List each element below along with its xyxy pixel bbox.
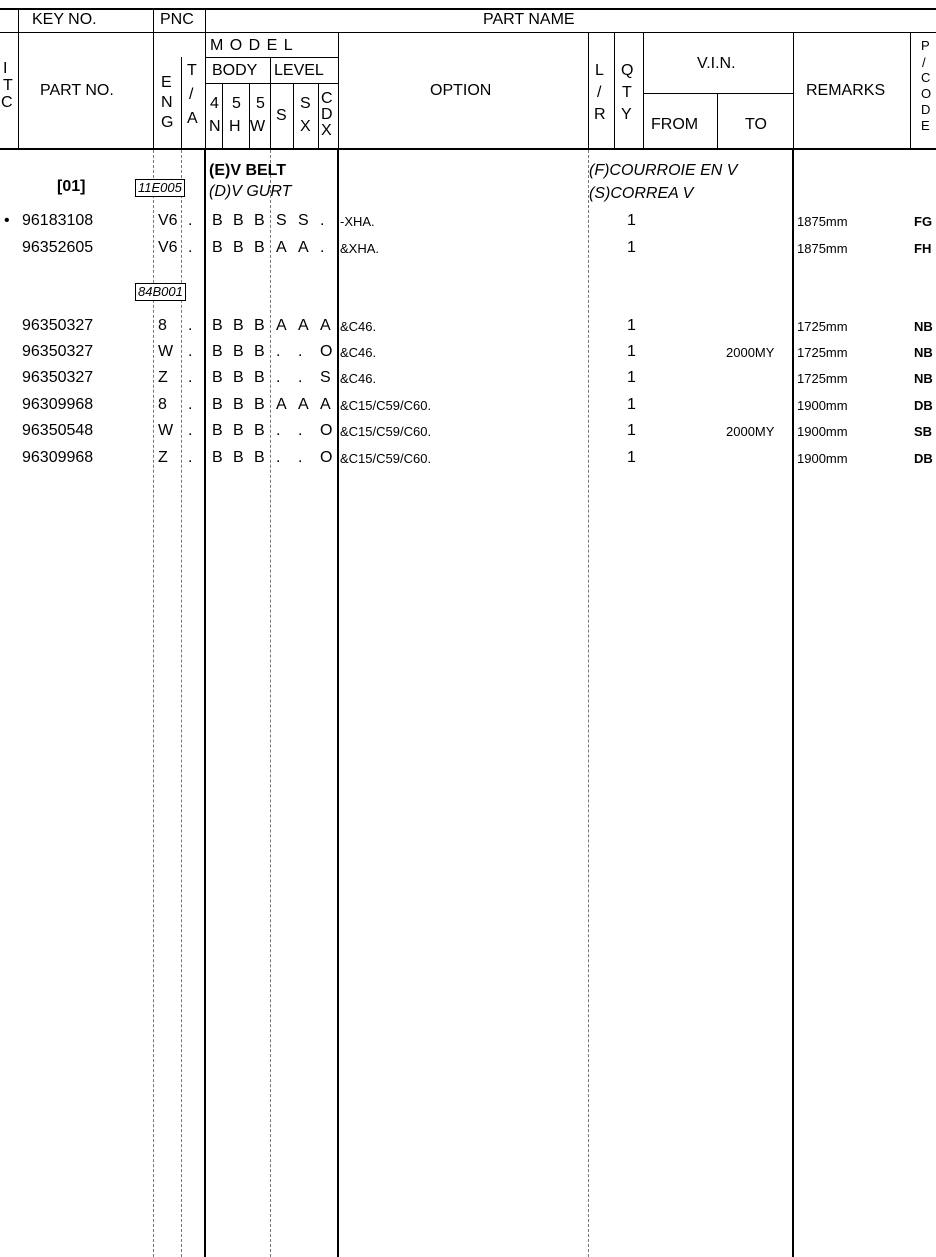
col-divider xyxy=(205,9,206,149)
cell-b3: B xyxy=(254,317,265,334)
pnc-header: PNC xyxy=(160,11,194,28)
level-cdx-label: D xyxy=(321,106,333,123)
ta-letter: T xyxy=(187,62,197,79)
level-cdx-label: C xyxy=(321,90,333,107)
part-name-spanish: (S)CORREA V xyxy=(589,185,694,202)
cell-code: SB xyxy=(914,424,933,439)
pcode-letter: / xyxy=(922,55,926,70)
cell-b2: B xyxy=(233,343,244,360)
pcode-letter: P xyxy=(921,38,930,53)
cell-b2: B xyxy=(233,449,244,466)
part-no-header: PART NO. xyxy=(40,82,114,99)
col-divider xyxy=(717,93,718,149)
cell-ta: . xyxy=(188,343,193,360)
cell-l3: A xyxy=(320,396,331,413)
body-divider xyxy=(588,150,589,1257)
cell-qty: 1 xyxy=(627,343,636,360)
vin-to-header: TO xyxy=(745,116,767,133)
col-divider xyxy=(249,83,250,149)
qty-letter: T xyxy=(622,84,632,101)
cell-b1: B xyxy=(212,343,223,360)
cell-eng: 8 xyxy=(158,396,167,413)
body-col-label: 5 xyxy=(256,95,265,112)
pcode-letter: O xyxy=(921,86,932,101)
cell-b3: B xyxy=(254,343,265,360)
cell-l2: A xyxy=(298,396,309,413)
remarks-header: REMARKS xyxy=(806,82,886,99)
cell-code: FG xyxy=(914,214,933,229)
cell-option: &C15/C59/C60. xyxy=(340,398,432,413)
col-divider xyxy=(643,33,644,149)
cell-b2: B xyxy=(233,422,244,439)
cell-remarks: 1725mm xyxy=(797,319,848,334)
level-s-label: S xyxy=(276,107,287,124)
cell-remarks: 1900mm xyxy=(797,451,848,466)
cell-b3: B xyxy=(254,396,265,413)
cell-ta: . xyxy=(188,317,193,334)
cell-l2: . xyxy=(298,422,303,439)
ta-letter: A xyxy=(187,110,198,127)
cell-b1: B xyxy=(212,422,223,439)
cell-l1: . xyxy=(276,449,281,466)
col-divider xyxy=(793,33,794,149)
pcode-letter: E xyxy=(921,118,930,133)
eng-letter: E xyxy=(161,74,172,91)
cell-l3: S xyxy=(320,369,331,386)
body-col-label: W xyxy=(250,118,266,135)
cell-remarks: 1875mm xyxy=(797,241,848,256)
header-bottom-rule xyxy=(0,148,936,150)
itc-letter: C xyxy=(1,94,13,111)
cell-eng: W xyxy=(158,343,174,360)
cell-part: 96309968 xyxy=(22,449,94,466)
cell-part: 96350327 xyxy=(22,317,94,334)
cell-l3: O xyxy=(320,343,333,360)
body-divider xyxy=(270,150,271,1257)
key-number: [01] xyxy=(57,178,86,195)
cell-b1: B xyxy=(212,239,223,256)
cell-eng: V6 xyxy=(158,212,178,229)
cell-part: 96183108 xyxy=(22,212,94,229)
body-col-label: N xyxy=(209,118,221,135)
eng-letter: N xyxy=(161,94,173,111)
cell-l2: . xyxy=(298,369,303,386)
body-divider xyxy=(792,150,794,1257)
cell-b3: B xyxy=(254,239,265,256)
cell-qty: 1 xyxy=(627,239,636,256)
cell-b1: B xyxy=(212,396,223,413)
cell-remarks: 1875mm xyxy=(797,214,848,229)
cell-part: 96350548 xyxy=(22,422,94,439)
col-divider xyxy=(338,33,339,149)
cell-l2: A xyxy=(298,239,309,256)
ta-letter: / xyxy=(189,86,194,103)
cell-to: 2000MY xyxy=(726,424,775,439)
part-name-header: PART NAME xyxy=(483,11,575,28)
model-rule xyxy=(205,57,338,58)
cell-ta: . xyxy=(188,369,193,386)
lr-letter: / xyxy=(597,84,602,101)
cell-l3: A xyxy=(320,317,331,334)
header-top-rule xyxy=(0,8,936,10)
eng-letter: G xyxy=(161,114,174,131)
cell-code: DB xyxy=(914,398,933,413)
col-divider xyxy=(270,57,271,149)
body-col-label: 5 xyxy=(232,95,241,112)
part-name-french: (F)COURROIE EN V xyxy=(589,162,738,179)
cell-code: NB xyxy=(914,371,933,386)
model-header: M O D E L xyxy=(210,37,294,54)
col-divider xyxy=(181,57,182,149)
cell-part: 96352605 xyxy=(22,239,94,256)
cell-qty: 1 xyxy=(627,369,636,386)
cell-remarks: 1900mm xyxy=(797,424,848,439)
cell-l3: . xyxy=(320,212,325,229)
cell-ta: . xyxy=(188,396,193,413)
cell-b1: B xyxy=(212,449,223,466)
cell-qty: 1 xyxy=(627,212,636,229)
cell-eng: V6 xyxy=(158,239,178,256)
cell-l1: A xyxy=(276,396,287,413)
col-divider xyxy=(293,83,294,149)
cell-remarks: 1725mm xyxy=(797,371,848,386)
cell-eng: Z xyxy=(158,449,168,466)
cell-l1: . xyxy=(276,422,281,439)
cell-option: &C46. xyxy=(340,371,377,386)
body-divider xyxy=(153,150,154,1257)
itc-letter: T xyxy=(3,77,13,94)
cell-bullet: • xyxy=(4,212,10,229)
cell-ta: . xyxy=(188,449,193,466)
body-divider xyxy=(204,150,206,1257)
cell-qty: 1 xyxy=(627,317,636,334)
header-row1-rule xyxy=(0,32,936,33)
level-header: LEVEL xyxy=(274,62,324,79)
option-header: OPTION xyxy=(430,82,492,99)
body-col-label: H xyxy=(229,118,241,135)
cell-ta: . xyxy=(188,212,193,229)
cell-eng: Z xyxy=(158,369,168,386)
cell-l2: A xyxy=(298,317,309,334)
cell-l1: . xyxy=(276,343,281,360)
level-cdx-label: X xyxy=(321,122,332,139)
cell-b2: B xyxy=(233,369,244,386)
cell-b2: B xyxy=(233,239,244,256)
col-divider xyxy=(588,33,589,149)
body-divider xyxy=(181,150,182,1257)
vin-from-header: FROM xyxy=(651,116,699,133)
cell-code: NB xyxy=(914,319,933,334)
col-divider xyxy=(153,9,154,149)
pnc-code-box: 84B001 xyxy=(135,283,186,301)
cell-part: 96350327 xyxy=(22,343,94,360)
cell-option: &C46. xyxy=(340,345,377,360)
cell-b1: B xyxy=(212,317,223,334)
cell-option: &XHA. xyxy=(340,241,380,256)
body-col-label: 4 xyxy=(210,95,219,112)
pcode-letter: D xyxy=(921,102,931,117)
cell-remarks: 1725mm xyxy=(797,345,848,360)
cell-b1: B xyxy=(212,369,223,386)
cell-ta: . xyxy=(188,239,193,256)
cell-l1: . xyxy=(276,369,281,386)
cell-b2: B xyxy=(233,396,244,413)
col-divider xyxy=(614,33,615,149)
cell-code: FH xyxy=(914,241,932,256)
cell-b2: B xyxy=(233,317,244,334)
cell-code: DB xyxy=(914,451,933,466)
cell-eng: 8 xyxy=(158,317,167,334)
body-header: BODY xyxy=(212,62,258,79)
pcode-letter: C xyxy=(921,70,931,85)
cell-part: 96309968 xyxy=(22,396,94,413)
cell-l3: O xyxy=(320,449,333,466)
cell-l1: S xyxy=(276,212,287,229)
key-no-header: KEY NO. xyxy=(32,11,97,28)
cell-l2: . xyxy=(298,343,303,360)
cell-option: -XHA. xyxy=(340,214,375,229)
cell-l2: S xyxy=(298,212,309,229)
itc-letter: I xyxy=(3,60,8,77)
level-sx-label: X xyxy=(300,118,311,135)
cell-code: NB xyxy=(914,345,933,360)
cell-qty: 1 xyxy=(627,422,636,439)
cell-b3: B xyxy=(254,449,265,466)
col-divider xyxy=(910,33,911,149)
col-divider xyxy=(222,83,223,149)
body-divider xyxy=(337,150,339,1257)
cell-b3: B xyxy=(254,369,265,386)
cell-option: &C15/C59/C60. xyxy=(340,424,432,439)
part-name-english: (E)V BELT xyxy=(209,162,287,179)
cell-l1: A xyxy=(276,239,287,256)
qty-letter: Y xyxy=(621,106,632,123)
cell-l1: A xyxy=(276,317,287,334)
cell-part: 96350327 xyxy=(22,369,94,386)
pnc-code-box: 11E005 xyxy=(135,179,185,197)
vin-header: V.I.N. xyxy=(697,55,736,72)
cell-b2: B xyxy=(233,212,244,229)
lr-letter: L xyxy=(595,62,604,79)
cell-b3: B xyxy=(254,422,265,439)
cell-qty: 1 xyxy=(627,449,636,466)
cell-l3: . xyxy=(320,239,325,256)
cell-b3: B xyxy=(254,212,265,229)
cell-remarks: 1900mm xyxy=(797,398,848,413)
vin-rule xyxy=(643,93,793,94)
cell-qty: 1 xyxy=(627,396,636,413)
cell-l3: O xyxy=(320,422,333,439)
lr-letter: R xyxy=(594,106,606,123)
col-divider xyxy=(318,83,319,149)
qty-letter: Q xyxy=(621,62,634,79)
part-name-german: (D)V GURT xyxy=(209,183,292,200)
cell-eng: W xyxy=(158,422,174,439)
cell-to: 2000MY xyxy=(726,345,775,360)
cell-option: &C15/C59/C60. xyxy=(340,451,432,466)
cell-ta: . xyxy=(188,422,193,439)
cell-b1: B xyxy=(212,212,223,229)
cell-l2: . xyxy=(298,449,303,466)
cell-option: &C46. xyxy=(340,319,377,334)
col-divider xyxy=(18,9,19,149)
level-sx-label: S xyxy=(300,95,311,112)
